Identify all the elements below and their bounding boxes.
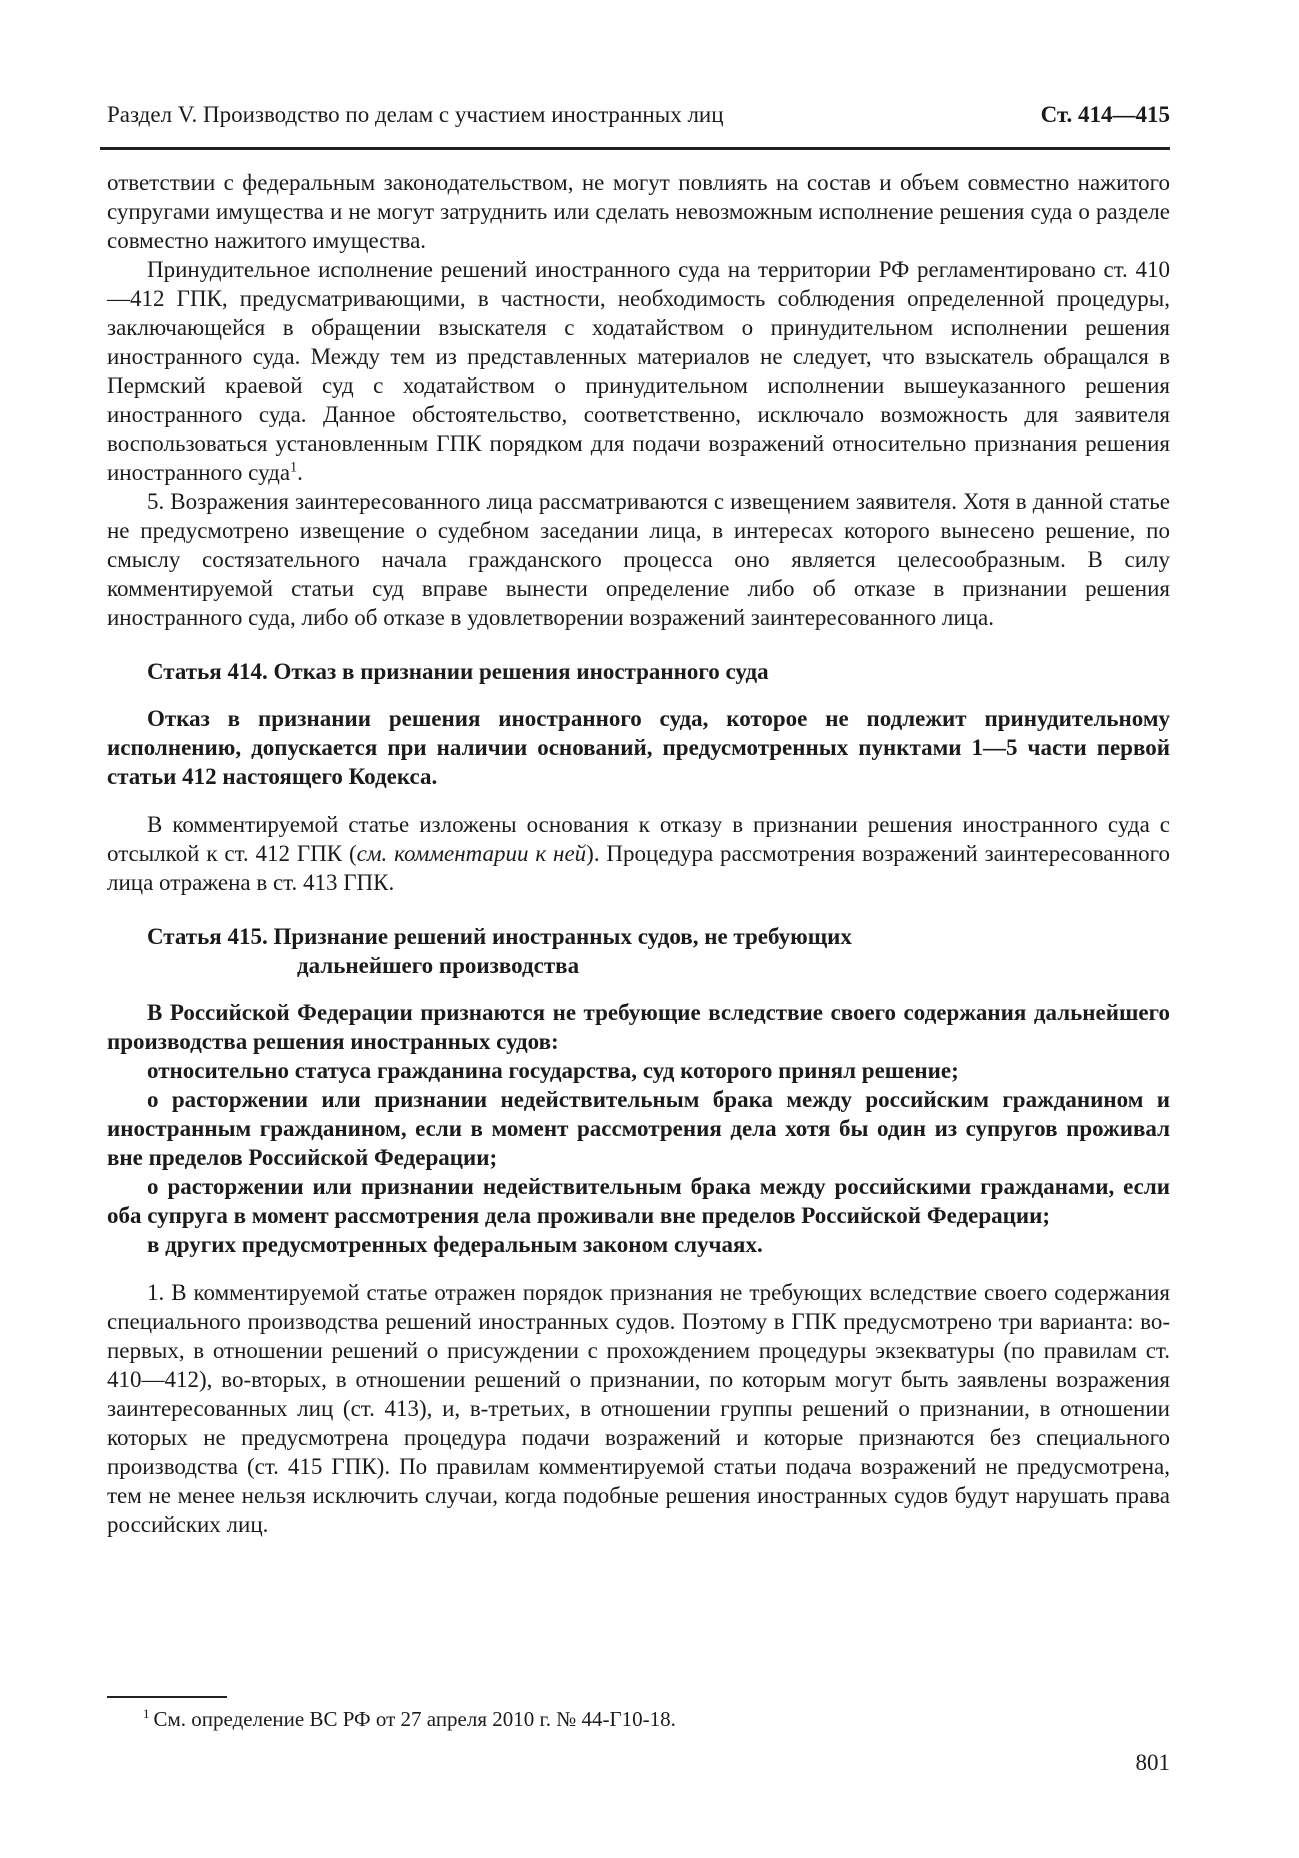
text-run: В Российской Федерации признаются не требующие вследствие своего содержания дальнейшего производства решения иностранных судов: [107, 1000, 1170, 1054]
footnote-rule [107, 1696, 227, 1698]
footnote-text: См. определение ВС РФ от 27 апреля 2010 г. № 44-Г10-18. [153, 1707, 676, 1731]
article-415-heading-line-2: дальнейшего производства [297, 953, 580, 978]
commentary-paragraph-article-414 [107, 810, 1170, 897]
text-run: относительно статуса гражданина государства, суд которого принял решение; [147, 1058, 959, 1083]
footnote-marker: 1 [143, 1706, 150, 1721]
text-run: . [297, 460, 303, 485]
article-415-heading [107, 922, 1170, 980]
article-415-law-item-other-cases [107, 1230, 1170, 1259]
footnote [107, 1706, 1170, 1733]
text-run: о расторжении или признании недействительным брака между российскими гражданами, если оба супруга в момент рассмотрения дела проживали вне пределов Российской Федерации; [107, 1174, 1170, 1228]
text-run: в других предусмотренных федеральным законом случаях. [147, 1232, 763, 1257]
text-run: 5. Возражения заинтересованного лица рассматриваются с извещением заявителя. Хотя в данной статье не предусмотрено извещение о судебном заседании лица, в интересах которого вынесено решение, по смыслу состязательного начала гражданского процесса оно является целесообразным. В силу комментируемой статьи суд вправе вынести определение либо об отказе в признании решения иностранного суда, либо об отказе в удовлетворении возражений заинтересованного лица. [107, 489, 1170, 630]
text-run: Отказ в признании решения иностранного суда, которое не подлежит принудительному исполнению, допускается при наличии оснований, предусмотренных пунктами 1—5 части первой статьи 412 настоящего Кодекса. [107, 706, 1170, 789]
text-run: ). Процедура рассмотрения возражений заинтересованного лица отражена в ст. 413 ГПК. [107, 841, 1170, 895]
commentary-continued-paragraph [107, 168, 1170, 255]
article-414-heading-line-1: Статья 414. Отказ в признании решения иностранного суда [147, 659, 769, 684]
text-run: Принудительное исполнение решений иностранного суда на территории РФ регламентировано ст. 410—412 ГПК, предусматривающими, в частности, необходимость соблюдения определенной процедуры, заключающейся в обращении взыскателя с ходатайством о принудительном исполнении решения иностранного суда. Между тем из представленных материалов не следует, что взыскатель обращался в Пермский краевой суд с ходатайством о принудительном исполнении вышеуказанного решения иностранного суда. Данное обстоятельство, соответственно, исключало возможность для заявителя воспользоваться установленным ГПК порядком для подачи возражений относительно признания решения иностранного суда [107, 257, 1170, 485]
running-header-section-title: Раздел V. Производство по делам с участием иностранных лиц [107, 102, 724, 127]
page-body [107, 168, 1170, 1539]
article-414-heading [107, 657, 1170, 686]
article-415-law-item-russian-marriage [107, 1172, 1170, 1230]
text-run: 1. В комментируемой статье отражен порядок признания не требующих вследствие своего содержания специального производства решений иностранных судов. Поэтому в ГПК предусмотрено три варианта: во-первых, в отношении решений о присуждении с прохождением процедуры экзекватуры (по правилам ст. 410—412), во-вторых, в отношении решений о признании, по которым могут быть заявлены возражения заинтересованных лиц (ст. 413), и, в-третьих, в отношении группы решений о признании, в отношении которых не предусмотрена процедура подачи возражений и которые признаются без специального производства (ст. 415 ГПК). По правилам комментируемой статьи подача возражений не предусмотрена, тем не менее нельзя исключить случаи, когда подобные решения иностранных судов будут нарушать права российских лиц. [107, 1280, 1170, 1537]
commentary-paragraph-enforcement [107, 255, 1170, 487]
commentary-paragraph-point-5 [107, 487, 1170, 632]
article-415-heading-line-1: Статья 415. Признание решений иностранных судов, не требующих [147, 924, 852, 949]
footnote-reference: 1 [290, 459, 298, 476]
running-header-article-range: Ст. 414—415 [1040, 102, 1170, 127]
text-run: ответствии с федеральным законодательством, не могут повлиять на состав и объем совместно нажитого супругами имущества и не могут затруднить или сделать невозможным исполнение решения суда о разделе совместно нажитого имущества. [107, 170, 1170, 253]
text-run: см. комментарии к ней [356, 841, 587, 866]
commentary-paragraph-article-415 [107, 1278, 1170, 1539]
header-rule [100, 147, 1170, 150]
article-415-law-intro [107, 998, 1170, 1056]
page-number: 801 [1135, 1750, 1170, 1775]
text-run: о расторжении или признании недействительным брака между российским гражданином и иностранным гражданином, если в момент рассмотрения дела хотя бы один из супругов проживал вне пределов Российской Федерации; [107, 1087, 1170, 1170]
text-run: В комментируемой статье изложены основания к отказу в признании решения иностранного суда с отсылкой к ст. 412 ГПК ( [107, 812, 1170, 866]
running-header [107, 100, 1170, 129]
article-415-law-item-mixed-marriage [107, 1085, 1170, 1172]
article-414-law-text [107, 704, 1170, 791]
article-415-law-item-status [107, 1056, 1170, 1085]
